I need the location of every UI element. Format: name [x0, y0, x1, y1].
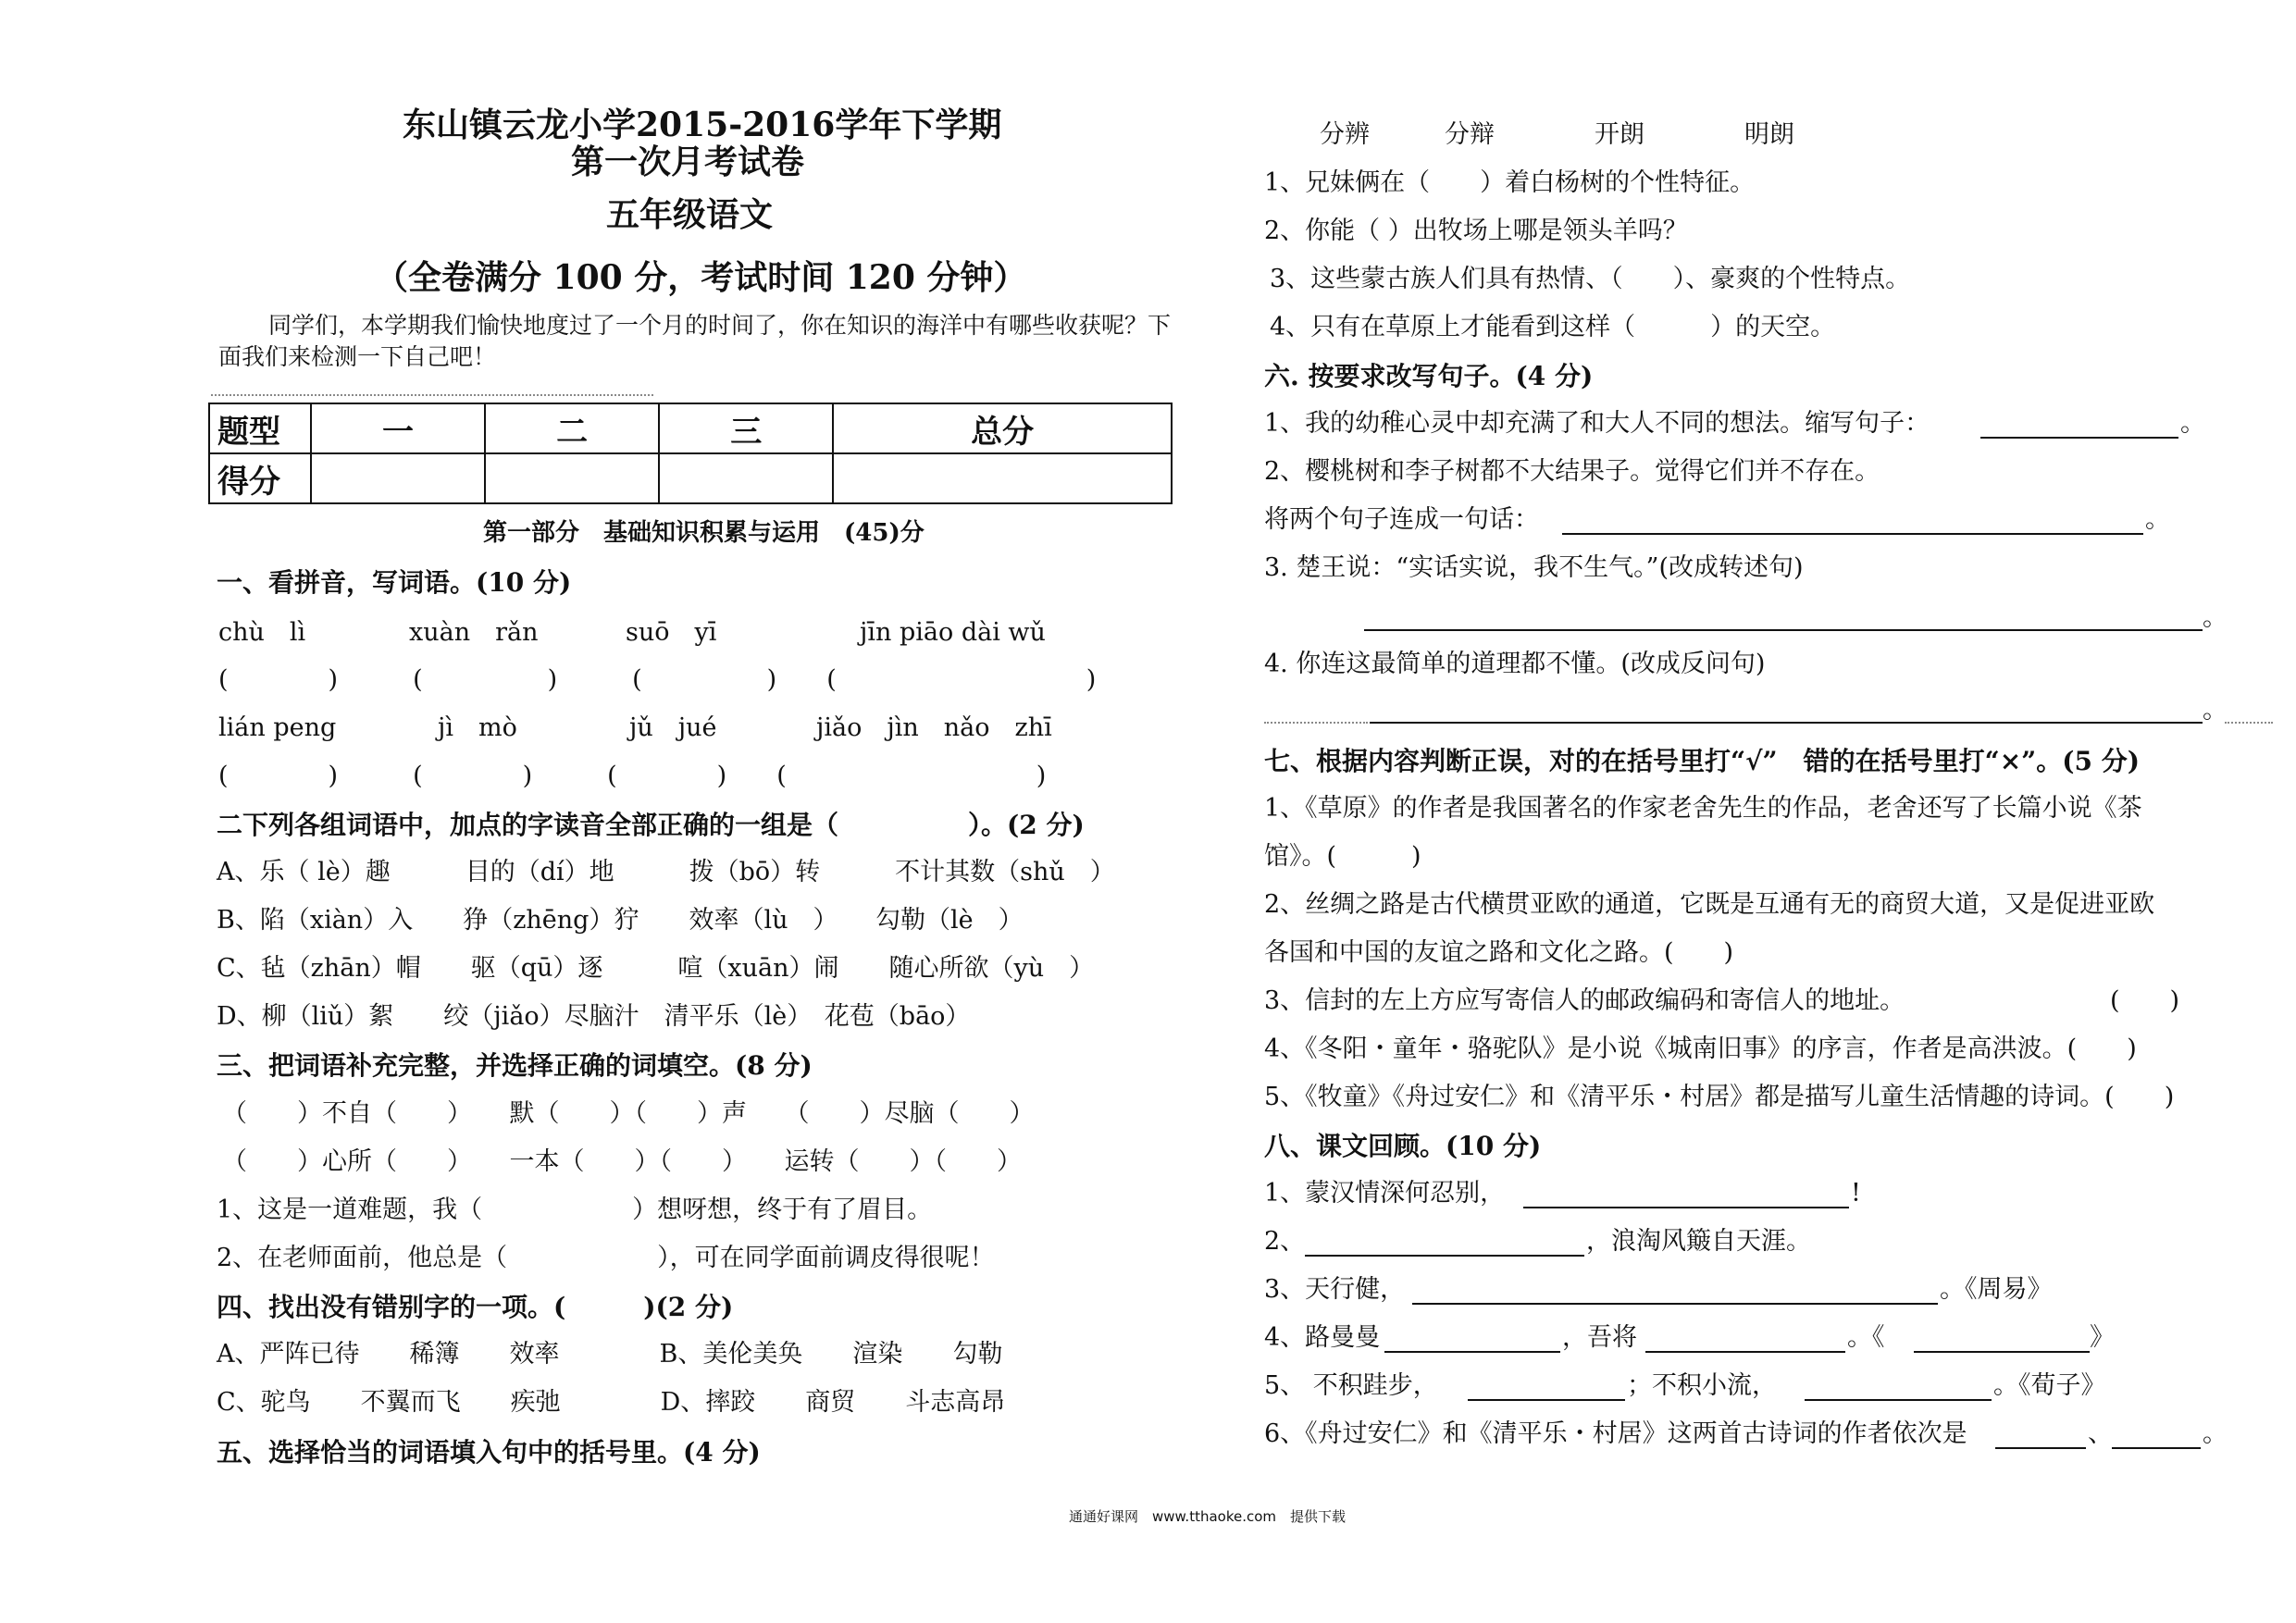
q8-blank-2[interactable]: [1305, 1255, 1584, 1257]
q8-line-2b: ，浪淘风簸自天涯。: [1586, 1227, 1811, 1256]
q8-line-5c: 。《荀子》: [1993, 1371, 2106, 1400]
q6-line-3-period: 。: [2145, 505, 2170, 534]
score-cell-1[interactable]: [311, 453, 485, 503]
q8-line-1a: 1、蒙汉情深何忍别，: [1264, 1179, 1506, 1208]
score-table-col-total: 总分: [833, 403, 1172, 453]
q8-line-2a: 2、: [1264, 1227, 1306, 1256]
q5-item-2[interactable]: 2、你能（ ）出牧场上哪是领头羊吗？: [1264, 217, 1688, 245]
q8-title: 八、课文回顾。(10 分): [1264, 1131, 1542, 1161]
q7-line-3: 3、信封的左上方应写寄信人的邮政编码和寄信人的地址。: [1264, 986, 1905, 1015]
q5-title: 五、选择恰当的词语填入句中的括号里。(4 分): [217, 1437, 761, 1468]
q7-line-4[interactable]: 4、《冬阳・童年・骆驼队》是小说《城南旧事》的序言，作者是高洪波。( ): [1264, 1035, 2137, 1063]
q5-item-1[interactable]: 1、兄妹俩在（ ）着白杨树的个性特征。: [1264, 168, 1756, 197]
q1-answer-brackets-1[interactable]: ( ) ( ) ( ) ( ): [218, 665, 1097, 694]
q3-line-2[interactable]: （ ）心所（ ） 一本（ ）（ ） 运转（ ）（ ）: [222, 1147, 1022, 1176]
q6-line-5: 4. 你连这最简单的道理都不懂。(改成反问句): [1264, 650, 1766, 678]
q7-line-3-bracket[interactable]: ( ): [2110, 986, 2180, 1015]
q8-blank-4b[interactable]: [1645, 1351, 1845, 1353]
q6-answer-blank-3[interactable]: [1364, 629, 2203, 631]
q8-blank-4a[interactable]: [1384, 1351, 1560, 1353]
q6-answer-blank-4[interactable]: [1370, 722, 2203, 724]
q8-line-4c: 。《: [1847, 1323, 1885, 1352]
q8-line-6b: 、: [2088, 1419, 2113, 1448]
q8-line-6a: 6、《舟过安仁》和《清平乐・村居》这两首古诗词的作者依次是: [1264, 1419, 1967, 1448]
q6-line-1: 1、我的幼稚心灵中却充满了和大人不同的想法。缩写句子：: [1264, 409, 1930, 438]
q1-pinyin-8: jiǎo jìn nǎo zhī: [816, 713, 1052, 742]
score-table-col-1: 一: [311, 403, 485, 453]
q1-pinyin-3: suō yī: [626, 618, 717, 647]
q2-option-c[interactable]: C、毡（zhān）帽 驱（qū）逐 喧（xuān）闹 随心所欲（yù ）: [217, 954, 1095, 983]
intro-line-1: 同学们，本学期我们愉快地度过了一个月的时间了，你在知识的海洋中有哪些收获呢？下: [268, 312, 1172, 339]
q4-title: 四、找出没有错别字的一项。( )(2 分): [217, 1292, 734, 1322]
q6-line-4-period: 。: [2203, 603, 2228, 632]
q6-dotted-tail: [2225, 722, 2273, 724]
q6-line-3: 将两个句子连成一句话：: [1264, 505, 1539, 534]
grade-subject: 五年级语文: [606, 195, 774, 234]
q1-title: 一、看拼音，写词语。(10 分): [217, 567, 572, 598]
q1-pinyin-7: jǔ jué: [629, 713, 717, 742]
q6-line-2: 2、樱桃树和李子树都不大结果子。觉得它们并不存在。: [1264, 457, 1880, 486]
q8-blank-4c[interactable]: [1914, 1351, 2090, 1353]
q7-line-2b[interactable]: 各国和中国的友谊之路和文化之路。( ): [1264, 938, 1734, 967]
footer-source: 通通好课网 www.tthaoke.com 提供下载: [1069, 1508, 1347, 1525]
school-title: 东山镇云龙小学2015-2016学年下学期: [403, 105, 1002, 144]
score-table-col-3: 三: [659, 403, 833, 453]
q8-blank-3[interactable]: [1412, 1303, 1938, 1305]
q8-line-3a: 3、天行健，: [1264, 1275, 1406, 1304]
q8-line-4b: ，吾将: [1562, 1323, 1637, 1352]
score-cell-2[interactable]: [485, 453, 659, 503]
q1-pinyin-6: jì mò: [438, 713, 517, 742]
score-table-score-row: [209, 453, 1172, 503]
part1-title: 第一部分 基础知识积累与运用 (45)分: [483, 519, 925, 547]
q7-line-2: 2、丝绸之路是古代横贯亚欧的通道，它既是互通有无的商贸大道，又是促进亚欧: [1264, 890, 2155, 919]
q8-blank-1[interactable]: [1523, 1207, 1849, 1208]
score-table-label-score: 得分: [209, 453, 311, 503]
q8-line-5b: ；不积小流，: [1627, 1371, 1777, 1400]
q8-line-6c: 。: [2203, 1419, 2228, 1448]
q6-answer-blank-1[interactable]: [1980, 437, 2178, 439]
exam-title: 第一次月考试卷: [571, 142, 805, 181]
q3-line-1[interactable]: （ ）不自（ ） 默（ ）（ ）声 （ ）尽脑（ ）: [222, 1099, 1035, 1128]
score-time-note: （全卷满分 100 分，考试时间 120 分钟）: [375, 258, 1027, 297]
q5-item-4[interactable]: 4、只有在草原上才能看到这样（ ）的天空。: [1270, 313, 1836, 341]
q8-line-1b: !: [1851, 1179, 1861, 1208]
q8-line-4a: 4、路曼曼: [1264, 1323, 1381, 1352]
q6-title: 六. 按要求改写句子。(4 分): [1264, 361, 1594, 391]
score-cell-total[interactable]: [833, 453, 1172, 503]
q7-line-5[interactable]: 5、《牧童》《舟过安仁》和《清平乐・村居》都是描写儿童生活情趣的诗词。( ): [1264, 1083, 2175, 1111]
q3-title: 三、把词语补充完整，并选择正确的词填空。(8 分): [217, 1050, 813, 1081]
q1-answer-brackets-2[interactable]: ( ) ( ) ( ) ( ): [218, 762, 1047, 790]
q6-dotted-lead: [1264, 722, 1368, 724]
q8-blank-5a[interactable]: [1468, 1399, 1625, 1401]
q8-line-4d: 》: [2090, 1323, 2115, 1352]
q2-option-b[interactable]: B、陷（xiàn）入 狰（zhēng）狞 效率（lù ） 勾勒（lè ）: [217, 906, 1024, 935]
score-table: [208, 403, 1173, 504]
q2-title: 二下列各组词语中，加点的字读音全部正确的一组是（ ）。(2 分): [217, 810, 1085, 840]
intro-line-2: 面我们来检测一下自己吧！: [218, 343, 497, 370]
score-table-label-type: 题型: [209, 403, 311, 453]
q3-line-4[interactable]: 2、在老师面前，他总是（ ），可在同学面前调皮得很呢！: [217, 1244, 995, 1272]
q7-line-1b[interactable]: 馆》。( ): [1264, 842, 1421, 871]
q8-blank-5b[interactable]: [1805, 1399, 1992, 1401]
q8-line-5a: 5、 不积跬步，: [1264, 1371, 1438, 1400]
q5-word-choices: 分辨 分辩 开朗 明朗: [1320, 120, 1794, 149]
q5-item-3[interactable]: 3、这些蒙古族人们具有热情、（ ）、豪爽的个性特点。: [1270, 265, 1911, 293]
q1-pinyin-5: lián peng: [218, 713, 337, 742]
q1-pinyin-1: chù lì: [218, 618, 306, 647]
q7-line-1: 1、《草原》的作者是我国著名的作家老舍先生的作品，老舍还写了长篇小说《茶: [1264, 794, 2142, 823]
q6-line-1-period: 。: [2180, 409, 2205, 438]
q1-pinyin-2: xuàn rǎn: [409, 618, 539, 647]
q4-options-ab[interactable]: A、严阵已待 稀簿 效率 B、美伦美奂 渲染 勾勒: [217, 1340, 1003, 1369]
q6-answer-blank-2[interactable]: [1562, 533, 2143, 535]
q4-options-cd[interactable]: C、驼鸟 不翼而飞 疾弛 D、摔跤 商贸 斗志高昂: [217, 1388, 1006, 1417]
q2-option-d[interactable]: D、柳（liǔ）絮 绞（jiǎo）尽脑汁 清平乐（lè） 花苞（bāo）: [217, 1002, 971, 1031]
q7-title: 七、根据内容判断正误，对的在括号里打“√” 错的在括号里打“×”。(5 分): [1264, 746, 2141, 776]
q8-line-3b: 。《周易》: [1940, 1275, 2053, 1304]
score-cell-3[interactable]: [659, 453, 833, 503]
q6-line-5-period: 。: [2203, 696, 2228, 725]
q3-line-3[interactable]: 1、这是一道难题，我（ ）想呀想，终于有了眉目。: [217, 1196, 933, 1224]
q2-option-a[interactable]: A、乐（ lè）趣 目的（dí）地 拨（bō）转 不计其数（shǔ ）: [217, 858, 1115, 886]
q8-blank-6a[interactable]: [1995, 1447, 2086, 1449]
intro-divider: [211, 394, 653, 396]
q8-blank-6b[interactable]: [2112, 1447, 2201, 1449]
q1-pinyin-4: jīn piāo dài wǔ: [860, 618, 1046, 647]
q6-line-4: 3. 楚王说：“实话实说，我不生气。”(改成转述句): [1264, 553, 1804, 582]
score-table-col-2: 二: [485, 403, 659, 453]
score-table-header-row: [209, 403, 1172, 453]
